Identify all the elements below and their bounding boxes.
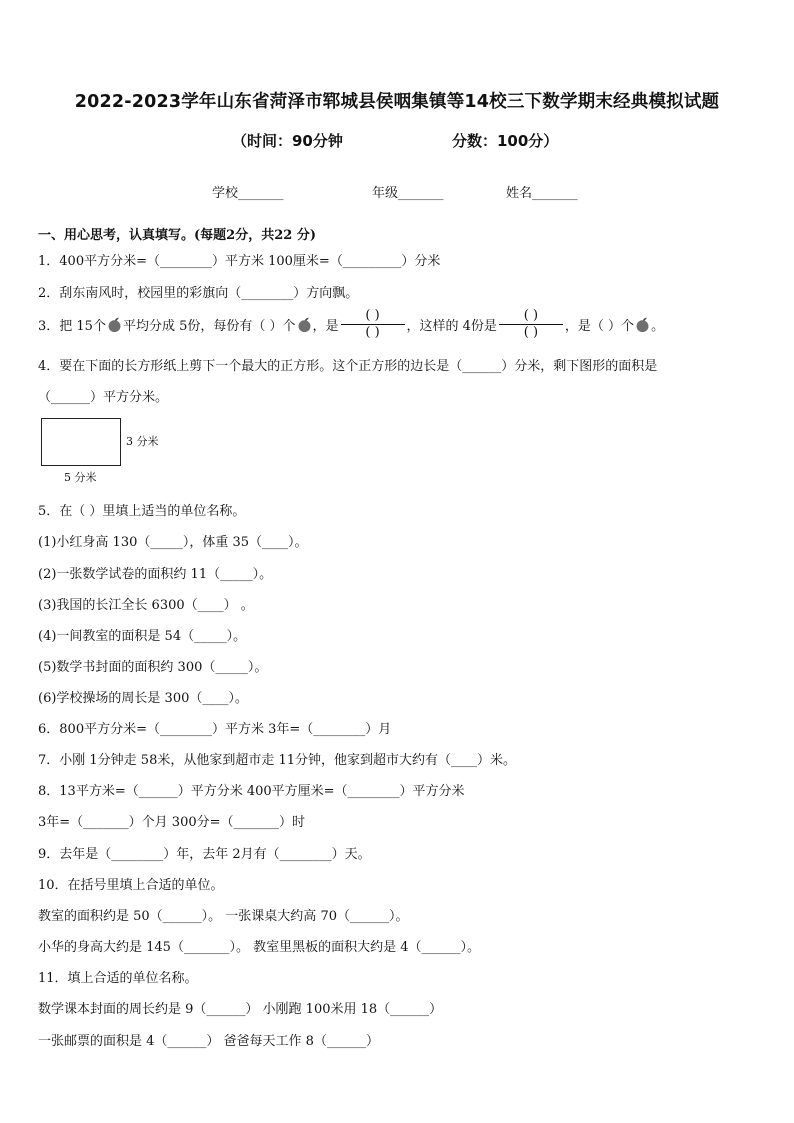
- question-11-line-1: 数学课本封面的周长约是 9（______） 小刚跑 100米用 18（______）: [38, 1002, 443, 1017]
- q3-text-2: 平均分成 5份，每份有（ ）个: [122, 319, 296, 334]
- question-8-cont: 3年=（_______）个月 300分=（_______）时: [38, 815, 306, 830]
- question-10-line-1: 教室的面积约是 50（______）。 一张课桌大约高 70（______）。: [38, 909, 409, 924]
- exam-time: （时间：90分钟: [232, 132, 343, 150]
- fraction-blank-2[interactable]: $\frac{( )}{( )}$: [499, 308, 563, 341]
- apple-icon: [634, 316, 651, 333]
- page-title: 2022-2023学年山东省菏泽市郓城县侯咽集镇等14校三下数学期末经典模拟试题: [74, 92, 720, 112]
- q3-text-3: ，是: [312, 319, 339, 334]
- apple-icon: [106, 316, 123, 333]
- rectangle-figure: [41, 418, 121, 466]
- question-11: 11．填上合适的单位名称。: [38, 971, 198, 986]
- q3-text-4: ，这样的 4份是: [406, 319, 497, 334]
- question-5-6: (6)学校操场的周长是 300（____）。: [38, 691, 248, 706]
- grade-field[interactable]: 年级_______: [372, 186, 444, 201]
- question-6: 6．800平方分米=（________）平方米 3年=（________）月: [38, 722, 392, 737]
- question-7: 7．小刚 1分钟走 58米，从他家到超市走 11分钟，他家到超市大约有（____）米。: [38, 753, 517, 768]
- question-8: 8．13平方米=（______）平方分米 400平方厘米=（________）平方分米: [38, 784, 465, 799]
- question-5-3: (3)我国的长江全长 6300（____） 。: [38, 598, 254, 613]
- question-3: [38, 308, 664, 341]
- section-heading-1: 一、用心思考，认真填写。(每题2分，共22 分): [38, 228, 316, 243]
- question-5-2: (2)一张数学试卷的面积约 11（_____）。: [38, 567, 273, 582]
- question-1: 1．400平方分米=（________）平方米 100厘米=（_________）分米: [38, 254, 441, 269]
- q3-text-5: ，是（ ）个: [564, 319, 635, 334]
- question-4-cont: （______）平方分米。: [38, 390, 169, 405]
- q3-text-6: 。: [651, 319, 665, 334]
- fraction-blank-1[interactable]: $\frac{( )}{( )}$: [341, 308, 405, 341]
- question-5: 5．在（ ）里填上适当的单位名称。: [38, 504, 246, 519]
- question-4: 4．要在下面的长方形纸上剪下一个最大的正方形。这个正方形的边长是（______）分米，剩下图形的面积是: [38, 359, 658, 374]
- apple-icon: [296, 316, 313, 333]
- figure-width-label: 5 分米: [64, 471, 97, 484]
- q3-text-1: 3．把 15个: [38, 319, 106, 334]
- exam-score: 分数：100分）: [452, 132, 559, 150]
- name-field[interactable]: 姓名_______: [506, 186, 578, 201]
- school-field[interactable]: 学校_______: [212, 186, 284, 201]
- question-10-line-2: 小华的身高大约是 145（_______）。 教室里黑板的面积大约是 4（______）。: [38, 940, 480, 955]
- question-11-line-2: 一张邮票的面积是 4（______） 爸爸每天工作 8（______）: [38, 1034, 379, 1049]
- question-9: 9．去年是（________）年，去年 2月有（________）天。: [38, 847, 371, 862]
- question-5-1: (1)小红身高 130（_____），体重 35（____）。: [38, 535, 308, 550]
- question-2: 2．刮东南风时，校园里的彩旗向（________）方向飘。: [38, 286, 359, 301]
- figure-height-label: 3 分米: [126, 435, 159, 448]
- question-10: 10．在括号里填上合适的单位。: [38, 878, 224, 893]
- question-5-4: (4)一间教室的面积是 54（_____）。: [38, 629, 247, 644]
- question-5-5: (5)数学书封面的面积约 300（_____）。: [38, 660, 268, 675]
